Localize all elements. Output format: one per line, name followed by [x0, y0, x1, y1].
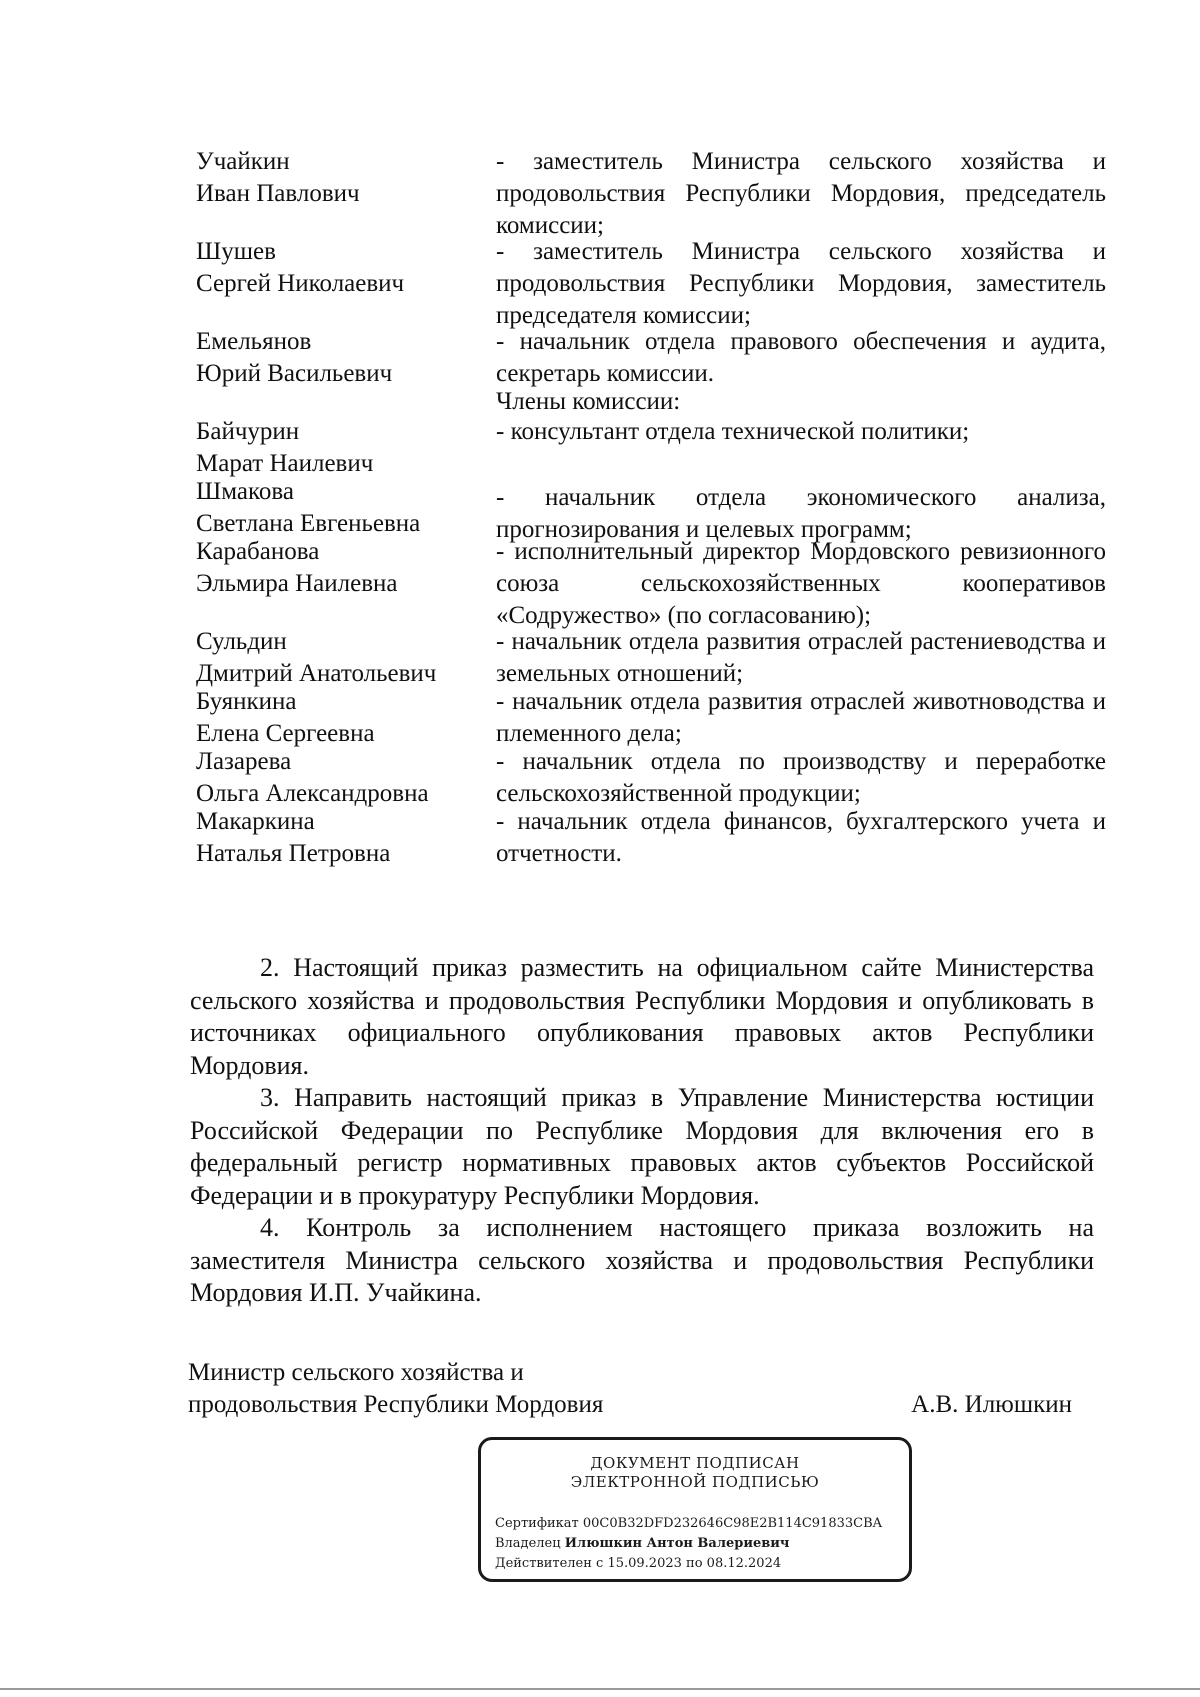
stamp-valid-to-prefix: по — [686, 1556, 703, 1571]
stamp-owner-label: Владелец — [495, 1536, 561, 1551]
member-name: Шушев Сергей Николаевич — [196, 238, 405, 297]
electronic-signature-stamp — [478, 1437, 912, 1582]
clause-paragraph: 4. Контроль за исполнением настоящего приказа возложить на заместителя Министра сельского хозяйства и продовольствия Республики Мордовия И.П. Учайкина. — [190, 1213, 1094, 1307]
signer-position — [188, 1357, 788, 1421]
member-row — [196, 236, 1106, 329]
member-role: - исполнительный директор Мордовского ревизионного союза сельскохозяйственных кооперативов «Содружество» (по согласованию); — [496, 538, 1106, 629]
member-row — [196, 626, 1106, 686]
stamp-valid-from-prefix: с — [596, 1556, 604, 1571]
stamp-certificate-label: Сертификат — [495, 1516, 579, 1531]
member-name: Макаркина Наталья Петровна — [196, 808, 391, 867]
member-name: Карабанова Эльмира Наилевна — [196, 538, 398, 597]
member-name: Лазарева Ольга Александровна — [196, 748, 429, 807]
stamp-valid-to: 08.12.2024 — [706, 1556, 782, 1571]
members-subheading: Члены комиссии: — [496, 388, 681, 415]
member-row — [196, 536, 1106, 629]
stamp-validity-line — [495, 1554, 882, 1574]
commission-members-list — [196, 146, 1106, 866]
member-row — [196, 476, 1106, 543]
order-clauses — [190, 952, 1094, 1310]
signer-name: А.В. Илюшкин — [911, 1391, 1072, 1418]
stamp-title-line: ЭЛЕКТРОННОЙ ПОДПИСЬЮ — [570, 1473, 820, 1491]
stamp-valid-label: Действителен — [495, 1556, 592, 1571]
member-name: Байчурин Марат Наилевич — [196, 418, 374, 477]
stamp-title — [481, 1454, 909, 1492]
member-role: - заместитель Министра сельского хозяйства и продовольствия Республики Мордовия, председатель комиссии; — [496, 148, 1106, 239]
stamp-valid-from: 15.09.2023 — [607, 1556, 682, 1571]
member-role: - начальник отдела финансов, бухгалтерского учета и отчетности. — [496, 808, 1106, 867]
member-row — [196, 746, 1106, 806]
member-name: Учайкин Иван Павлович — [196, 148, 360, 207]
member-name: Сульдин Дмитрий Анатольевич — [196, 628, 437, 687]
signer-position-line: Министр сельского хозяйства и — [188, 1359, 524, 1386]
member-role: - заместитель Министра сельского хозяйства и продовольствия Республики Мордовия, заместитель председателя комиссии; — [496, 238, 1106, 329]
clause-paragraph: 2. Настоящий приказ разместить на официальном сайте Министерства сельского хозяйства и продовольствия Республики Мордовия и опубликовать в источниках официального опубликования правовых актов Республики Мордовия. — [190, 953, 1094, 1080]
scan-edge-divider — [0, 1688, 1200, 1690]
stamp-owner-value: Илюшкин Антон Валериевич — [564, 1536, 790, 1551]
member-role: - начальник отдела развития отраслей животноводства и племенного дела; — [496, 688, 1106, 747]
member-role: - начальник отдела правового обеспечения и аудита, секретарь комиссии. — [496, 328, 1106, 387]
member-name: Шмакова Светлана Евгеньевна — [196, 478, 421, 537]
clause-paragraph: 3. Направить настоящий приказ в Управление Министерства юстиции Российской Федерации по Республике Мордовия для включения его в федеральный регистр нормативных правовых актов субъектов Российской Федерации и в прокуратуру Республики Мордовия. — [190, 1083, 1094, 1210]
member-name: Буянкина Елена Сергеевна — [196, 688, 375, 747]
member-role: - начальник отдела экономического анализа, прогнозирования и целевых программ; — [496, 484, 1106, 543]
member-role: - начальник отдела по производству и переработке сельскохозяйственной продукции; — [496, 748, 1106, 807]
member-row — [196, 416, 1106, 476]
member-row — [196, 326, 1106, 386]
member-row — [196, 686, 1106, 746]
member-row — [196, 146, 1106, 239]
member-row — [196, 806, 1106, 866]
member-name: Емельянов Юрий Васильевич — [196, 328, 393, 387]
signer-position-line: продовольствия Республики Мордовия — [188, 1391, 604, 1418]
stamp-details — [495, 1514, 882, 1574]
stamp-owner-line — [495, 1534, 882, 1554]
stamp-title-line: ДОКУМЕНТ ПОДПИСАН — [590, 1454, 800, 1472]
stamp-certificate-value: 00C0B32DFD232646C98E2B114C91833CBA — [582, 1516, 883, 1531]
member-role: - начальник отдела развития отраслей растениеводства и земельных отношений; — [496, 628, 1106, 687]
member-role: - консультант отдела технической политики; — [496, 418, 970, 445]
stamp-certificate-line — [495, 1514, 882, 1534]
member-row — [196, 386, 1106, 416]
